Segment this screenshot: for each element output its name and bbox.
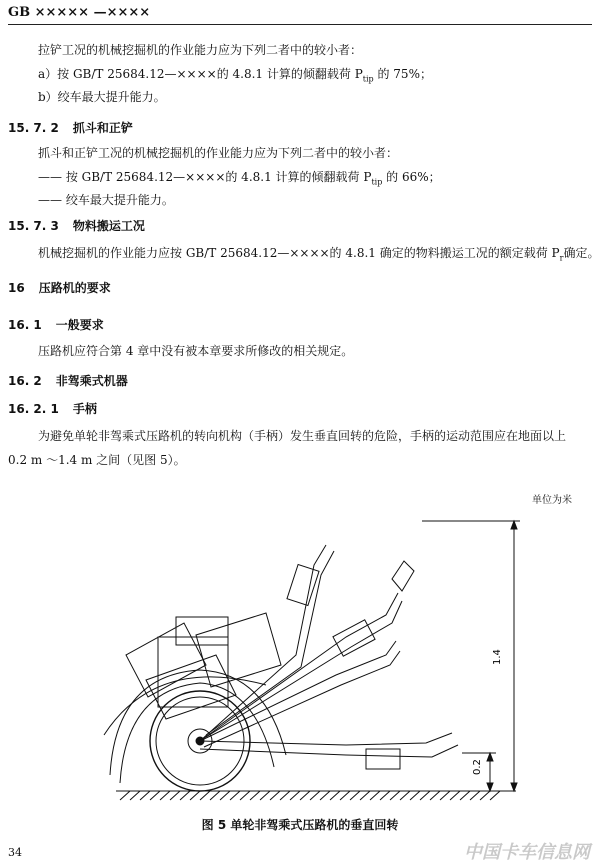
header-rule [8, 24, 592, 25]
engine-tilted-1 [126, 623, 206, 697]
paragraph-16-2-1-line1: 为避免单轮非驾乘式压路机的转向机构（手柄）发生垂直回转的危险，手柄的运动范围应在地面以上 [38, 429, 567, 443]
units-label: 单位为米 [532, 495, 572, 506]
handle-grip-top [392, 561, 414, 591]
figure-caption: 图 5 单轮非驾乘式压路机的垂直回转 [201, 818, 399, 832]
handle-position-mid-high [200, 593, 398, 741]
engine-top [176, 617, 228, 645]
list-item-b: b）绞车最大提升能力。 [38, 90, 166, 104]
heading-16-1: 16. 1 一般要求 [8, 318, 104, 332]
dim-label-lower: 0.2 [472, 759, 483, 775]
standard-header: GB ××××× —×××× [8, 5, 151, 20]
handle-position-low-2 [200, 745, 458, 757]
handle-grip-box-2 [333, 620, 375, 656]
handle-grip-box-3 [366, 749, 400, 769]
roller-figure [96, 505, 536, 815]
dim-arrow-lower-bottom [487, 783, 493, 791]
paragraph-16-1: 压路机应符合第 4 章中没有被本章要求所修改的相关规定。 [38, 344, 354, 358]
watermark-logo: 中国卡车信息网 [464, 842, 590, 863]
handle-position-mid [200, 641, 396, 741]
heading-15-7-2: 15. 7. 2 抓斗和正铲 [8, 121, 133, 135]
heading-16: 16 压路机的要求 [8, 281, 111, 295]
handle-grip-box-1 [287, 564, 319, 605]
heading-16-2: 16. 2 非驾乘式机器 [8, 374, 128, 388]
dash-item-2: —— 绞车最大提升能力。 [38, 193, 174, 207]
heading-15-7-3: 15. 7. 3 物料搬运工况 [8, 219, 145, 233]
dim-arrow-bottom [511, 783, 517, 791]
list-item-a: a）按 GB/T 25684.12—××××的 4.8.1 计算的倾翻载荷 $P_{tip}$ 的 75%； [38, 67, 432, 84]
dim-label-upper: 1.4 [492, 649, 503, 665]
paragraph-15-7-2-intro: 抓斗和正铲工况的机械挖掘机的作业能力应为下列二者中的较小者： [38, 146, 399, 160]
handle-position-high [200, 545, 326, 741]
handle-position-low [200, 733, 452, 745]
dim-arrow-lower-top [487, 753, 493, 761]
paragraph-15-7-3: 机械挖掘机的作业能力应按 GB/T 25684.12—××××的 4.8.1 确定的物料搬运工况的额定载荷 $P_r$确定。 [38, 246, 600, 263]
heading-16-2-1: 16. 2. 1 手柄 [8, 402, 97, 416]
dim-arrow-top [511, 521, 517, 529]
ground-hatch [120, 791, 500, 800]
handle-position-mid-high-2 [206, 601, 402, 737]
handle-position-mid-2 [204, 651, 400, 747]
dash-item-1: —— 按 GB/T 25684.12—××××的 4.8.1 计算的倾翻载荷 $P_{tip}$ 的 66%； [38, 170, 441, 187]
guard-arc-1 [110, 670, 286, 775]
guard-arc-2 [120, 683, 274, 783]
page-number: 34 [8, 846, 22, 859]
engine-tilted-3 [196, 613, 281, 687]
paragraph-16-2-1-line2: 0.2 m ～1.4 m 之间（见图 5）。 [8, 453, 186, 467]
paragraph-15-7-1-intro: 拉铲工况的机械挖掘机的作业能力应为下列二者中的较小者： [38, 43, 363, 57]
